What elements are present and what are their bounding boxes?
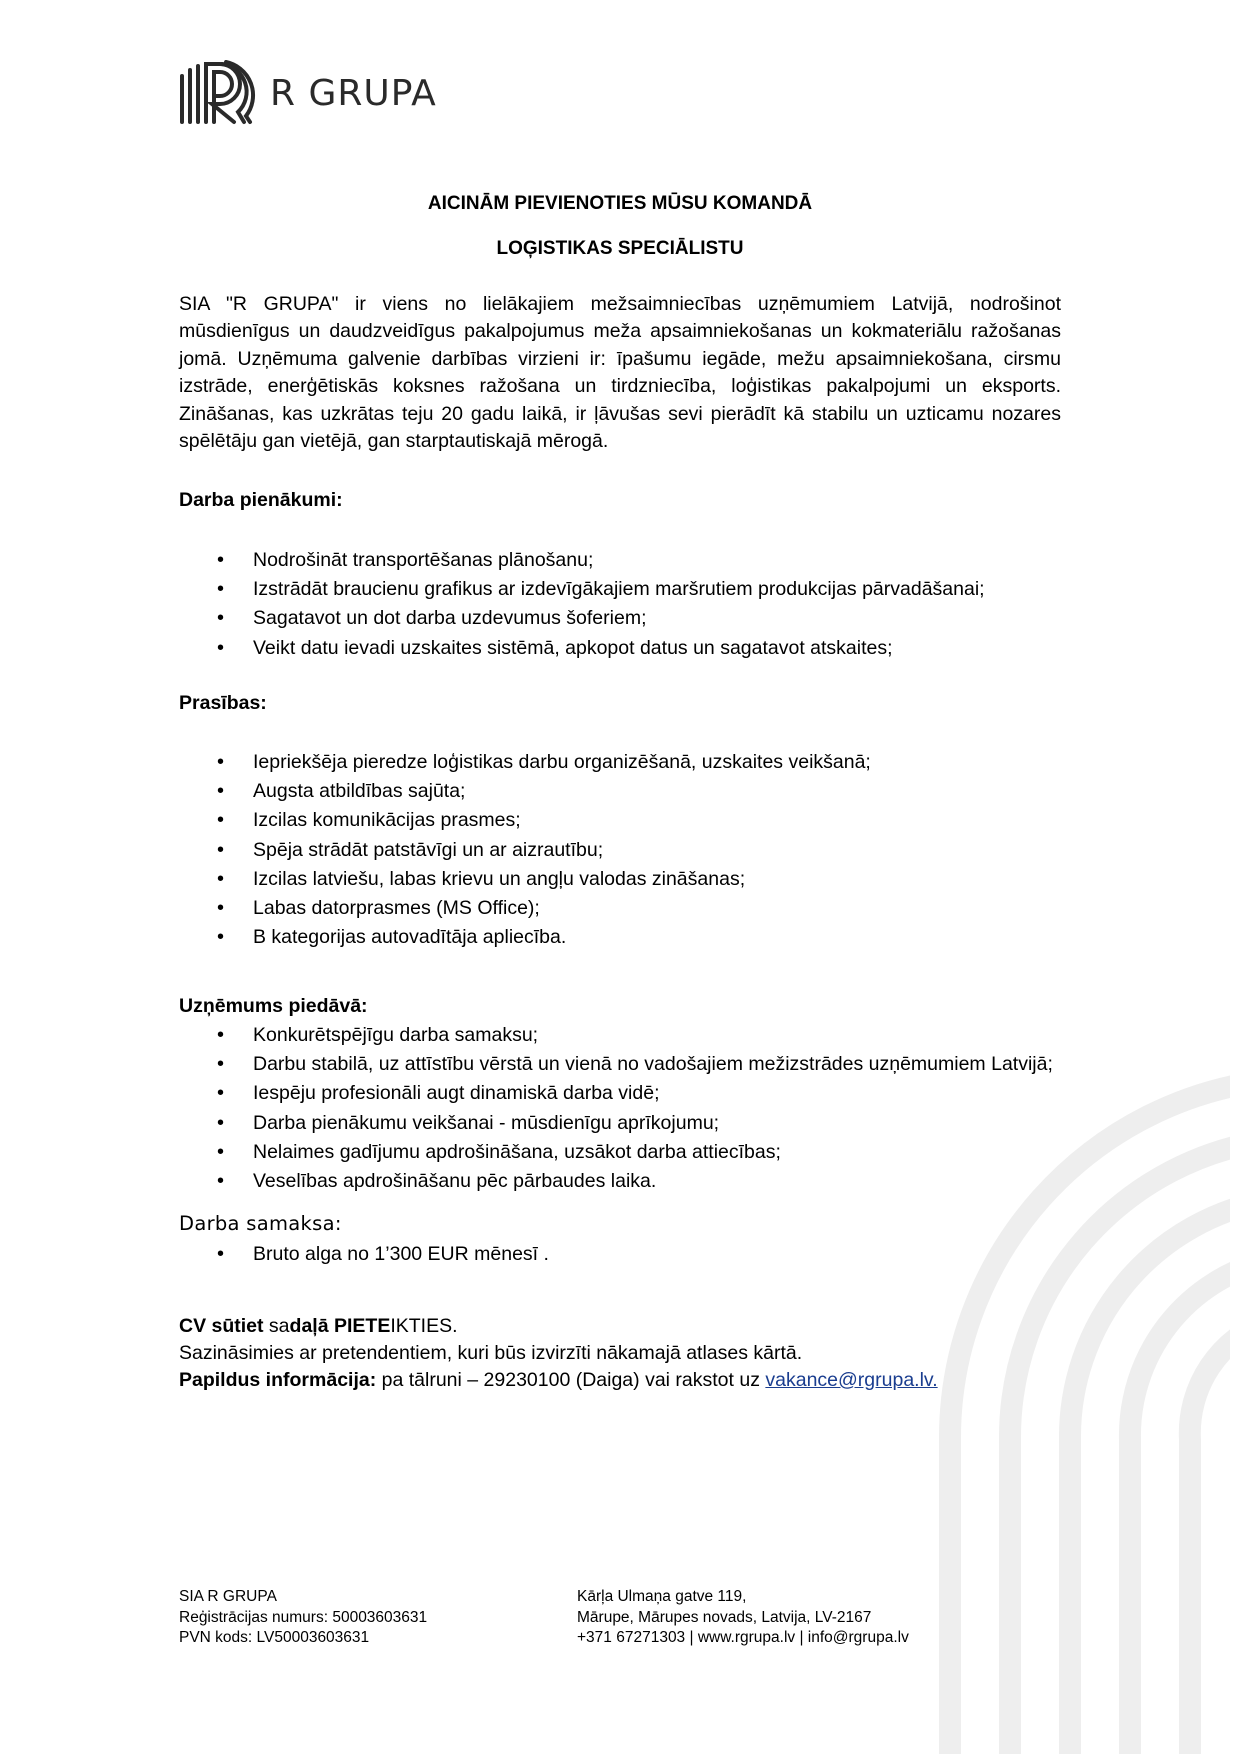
cv-label: CV sūtiet	[179, 1315, 264, 1337]
requirements-list	[179, 748, 871, 952]
company-logo	[178, 60, 437, 126]
salary-list	[179, 1240, 549, 1269]
offers-heading: Uzņēmums piedāvā:	[179, 995, 368, 1017]
contact-block	[179, 1313, 938, 1394]
logo-text: R GRUPA	[270, 72, 437, 114]
requirements-heading: Prasības:	[179, 692, 267, 714]
company-intro: SIA "R GRUPA" ir viens no lielākajiem mežsaimniecības uzņēmumiem Latvijā, nodrošinot mūsdienīgus un daudzveidīgus pakalpojumus meža apsaimniekošanas un kokmateriālu ražošanas jomā. Uzņēmuma galvenie darbības virzieni ir: īpašumu iegāde, mežu apsaimniekošana, cirsmu izstrāde, enerģētiskās koksnes ražošana un tirdzniecība, loģistikas pakalpojumi un eksports. Zināšanas, kas uzkrātas teju 20 gadu laikā, ir ļāvušas sevi pierādīt kā stabilu un uzticamu nozares spēlētāju gan vietējā, gan starptautiskajā mērogā.	[179, 293, 1061, 453]
list-item: • Nelaimes gadījumu apdrošināšana, uzsākot darba attiecības;	[179, 1138, 1053, 1167]
selection-note: Sazināsimies ar pretendentiem, kuri būs izvirzīti nākamajā atlases kārtā.	[179, 1342, 803, 1364]
list-item: • Bruto alga no 1’300 EUR mēnesī .	[179, 1240, 549, 1269]
list-item: • Sagatavot un dot darba uzdevumus šoferiem;	[179, 604, 985, 633]
footer-address-info: Kārļa Ulmaņa gatve 119, Mārupe, Mārupes novads, Latvija, LV-2167 +371 67271303 | www.rgrupa.lv | info@rgrupa.lv	[577, 1588, 909, 1646]
additional-info: Papildus informācija: pa tālruni – 29230100 (Daiga) vai rakstot uz vakance@rgrupa.lv.	[179, 1369, 938, 1391]
list-item: • Darbu stabilā, uz attīstību vērstā un vienā no vadošajiem mežizstrādes uzņēmumiem Latvijā;	[179, 1050, 1053, 1079]
offers-list	[179, 1021, 1053, 1196]
list-item: • Darba pienākumu veikšanai - mūsdienīgu aprīkojumu;	[179, 1109, 1053, 1138]
list-item: • Iespēju profesionāli augt dinamiskā darba vidē;	[179, 1079, 1053, 1108]
salary-heading: Darba samaksa:	[179, 1212, 342, 1235]
list-item: • Veikt datu ievadi uzskaites sistēmā, apkopot datus un sagatavot atskaites;	[179, 634, 985, 663]
list-item: • Iepriekšēja pieredze loģistikas darbu organizēšanā, uzskaites veikšanā;	[179, 748, 871, 777]
position-title: LOĢISTIKAS SPECIĀLISTU	[496, 238, 744, 259]
list-item: • Spēja strādāt patstāvīgi un ar aizrautību;	[179, 836, 871, 865]
footer-company-info: SIA R GRUPA Reģistrācijas numurs: 50003603631 PVN kods: LV50003603631	[179, 1588, 428, 1646]
list-item: • Nodrošināt transportēšanas plānošanu;	[179, 546, 985, 575]
duties-heading: Darba pienākumi:	[179, 489, 343, 511]
list-item: • Izstrādāt braucienu grafikus ar izdevīgākajiem maršrutiem produkcijas pārvadāšanai;	[179, 575, 985, 604]
page-title: AICINĀM PIEVIENOTIES MŪSU KOMANDĀ	[427, 193, 813, 214]
duties-list	[179, 546, 985, 663]
list-item: • Veselības apdrošināšanu pēc pārbaudes laika.	[179, 1167, 1053, 1196]
list-item: • Konkurētspējīgu darba samaksu;	[179, 1021, 1053, 1050]
list-item: • Izcilas komunikācijas prasmes;	[179, 806, 871, 835]
list-item: • Labas datorprasmes (MS Office);	[179, 894, 871, 923]
email-link[interactable]: vakance@rgrupa.lv.	[765, 1369, 938, 1391]
cv-instruction: CV sūtiet sadaļā PIETEIKTIES.	[179, 1315, 458, 1337]
r-fingerprint-logo-icon	[178, 60, 262, 126]
info-label: Papildus informācija:	[179, 1369, 377, 1391]
list-item: • B kategorijas autovadītāja apliecība.	[179, 923, 871, 952]
list-item: • Augsta atbildības sajūta;	[179, 777, 871, 806]
list-item: • Izcilas latviešu, labas krievu un angļu valodas zināšanas;	[179, 865, 871, 894]
